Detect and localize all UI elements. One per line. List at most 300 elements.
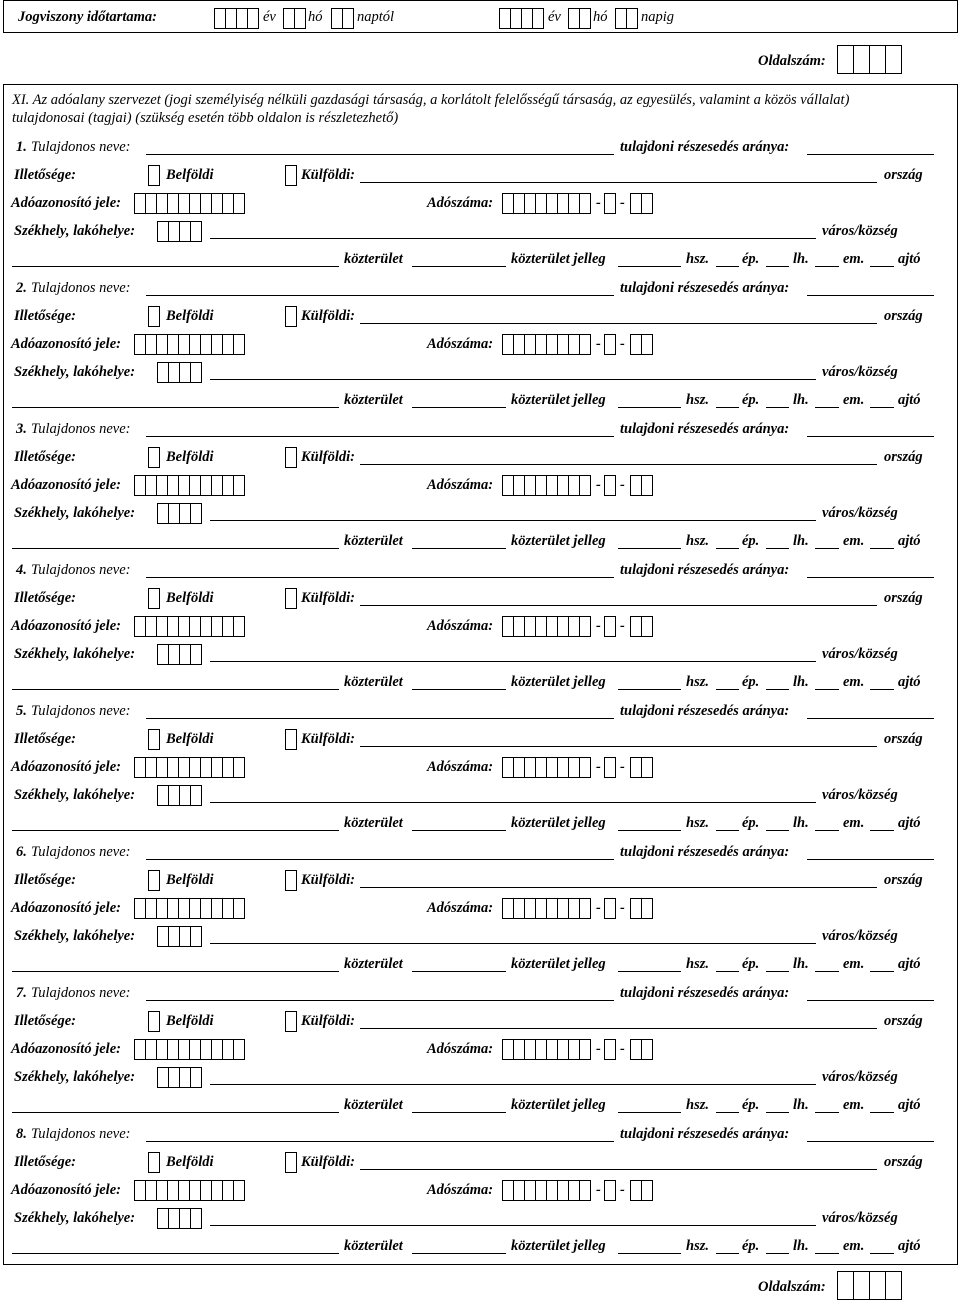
city-field[interactable] xyxy=(210,520,816,521)
street-type-label: közterület jelleg xyxy=(511,815,606,831)
street-label: közterület xyxy=(344,815,403,831)
share-label: tulajdoni részesedés aránya: xyxy=(620,1126,790,1142)
from-month-digit-box[interactable] xyxy=(294,8,306,29)
tax-number-vat-box[interactable] xyxy=(604,193,616,214)
tax-number-dash-1: - xyxy=(596,195,601,211)
tax-number-digit-box[interactable] xyxy=(579,898,591,919)
house-number-field[interactable] xyxy=(618,407,681,408)
door-field[interactable] xyxy=(870,548,894,549)
street-type-field[interactable] xyxy=(412,1112,506,1113)
street-label: közterület xyxy=(344,533,403,549)
country-label: ország xyxy=(884,1013,923,1029)
domestic-label: Belföldi xyxy=(166,1013,214,1029)
domestic-checkbox[interactable] xyxy=(148,588,160,609)
street-label: közterület xyxy=(344,1097,403,1113)
domestic-label: Belföldi xyxy=(166,449,214,465)
domestic-checkbox[interactable] xyxy=(148,1152,160,1173)
tax-id-digit-box[interactable] xyxy=(233,757,245,778)
stairway-label: lh. xyxy=(793,533,809,549)
door-label: ajtó xyxy=(898,1238,921,1254)
residency-label: Illetősége: xyxy=(14,167,77,183)
building-label: ép. xyxy=(742,815,760,831)
share-label: tulajdoni részesedés aránya: xyxy=(620,421,790,437)
city-field[interactable] xyxy=(210,661,816,662)
stairway-label: lh. xyxy=(793,251,809,267)
domestic-checkbox[interactable] xyxy=(148,1011,160,1032)
domestic-checkbox[interactable] xyxy=(148,165,160,186)
owner-name-label: Tulajdonos neve: xyxy=(31,703,131,719)
foreign-checkbox[interactable] xyxy=(285,165,297,186)
owner-name-label: Tulajdonos neve: xyxy=(31,985,131,1001)
domestic-checkbox[interactable] xyxy=(148,729,160,750)
city-field[interactable] xyxy=(210,1084,816,1085)
tax-id-digit-box[interactable] xyxy=(233,475,245,496)
city-label: város/község xyxy=(822,646,898,662)
tax-id-label: Adóazonosító jele: xyxy=(11,477,121,493)
country-label: ország xyxy=(884,308,923,324)
owner-block xyxy=(0,421,960,562)
tax-number-dash-1: - xyxy=(596,1182,601,1198)
owner-name-label: Tulajdonos neve: xyxy=(31,562,131,578)
postal-code-digit-box[interactable] xyxy=(190,1067,202,1088)
door-field[interactable] xyxy=(870,1253,894,1254)
stairway-label: lh. xyxy=(793,815,809,831)
foreign-label: Külföldi: xyxy=(301,449,355,465)
stairway-field[interactable] xyxy=(766,830,789,831)
floor-field[interactable] xyxy=(815,1112,839,1113)
foreign-country-field[interactable] xyxy=(360,182,877,183)
street-type-field[interactable] xyxy=(412,971,506,972)
owner-name-field[interactable] xyxy=(146,718,614,719)
foreign-checkbox[interactable] xyxy=(285,1152,297,1173)
tax-number-county-box[interactable] xyxy=(641,475,653,496)
from-year-label: év xyxy=(263,9,276,25)
tax-number-vat-box[interactable] xyxy=(604,334,616,355)
domestic-label: Belföldi xyxy=(166,1154,214,1170)
tax-number-dash-1: - xyxy=(596,1041,601,1057)
door-field[interactable] xyxy=(870,1112,894,1113)
postal-code-digit-box[interactable] xyxy=(190,926,202,947)
house-number-label: hsz. xyxy=(686,815,709,831)
city-label: város/község xyxy=(822,364,898,380)
owner-number: 1. xyxy=(16,139,27,155)
street-type-label: közterület jelleg xyxy=(511,674,606,690)
foreign-checkbox[interactable] xyxy=(285,306,297,327)
tax-id-label: Adóazonosító jele: xyxy=(11,195,121,211)
footer-page-number-label: Oldalszám: xyxy=(758,1279,826,1295)
building-field[interactable] xyxy=(716,1112,739,1113)
city-field[interactable] xyxy=(210,943,816,944)
city-label: város/község xyxy=(822,1210,898,1226)
tax-id-label: Adóazonosító jele: xyxy=(11,1041,121,1057)
postal-code-digit-box[interactable] xyxy=(190,503,202,524)
floor-field[interactable] xyxy=(815,689,839,690)
floor-label: em. xyxy=(843,815,865,831)
from-year-digit-box[interactable] xyxy=(247,8,259,29)
tax-number-vat-box[interactable] xyxy=(604,898,616,919)
owner-number: 6. xyxy=(16,844,27,860)
seat-label: Székhely, lakóhelye: xyxy=(14,1210,136,1226)
door-label: ajtó xyxy=(898,815,921,831)
foreign-country-field[interactable] xyxy=(360,605,877,606)
house-number-field[interactable] xyxy=(618,1112,681,1113)
postal-code-digit-box[interactable] xyxy=(190,362,202,383)
tax-number-county-box[interactable] xyxy=(641,193,653,214)
footer-page-number-digit-box[interactable] xyxy=(837,1271,854,1300)
tax-number-vat-box[interactable] xyxy=(604,616,616,637)
owner-number: 7. xyxy=(16,985,27,1001)
stairway-field[interactable] xyxy=(766,1112,789,1113)
seat-label: Székhely, lakóhelye: xyxy=(14,646,136,662)
owner-name-label: Tulajdonos neve: xyxy=(31,1126,131,1142)
section-title-line1: XI. Az adóalany szervezet (jogi személyiség nélküli gazdasági társaság, a korlátolt felelősségű társaság, az egyesülés, valamint a közös vállalat) xyxy=(12,92,850,108)
street-name-field[interactable] xyxy=(12,548,339,549)
owner-name-field[interactable] xyxy=(146,1000,614,1001)
tax-number-dash-1: - xyxy=(596,900,601,916)
tax-id-digit-box[interactable] xyxy=(233,898,245,919)
page-number-digit-box[interactable] xyxy=(837,45,854,74)
owner-block xyxy=(0,844,960,985)
foreign-label: Külföldi: xyxy=(301,1154,355,1170)
from-day-digit-box[interactable] xyxy=(342,8,354,29)
owner-number: 3. xyxy=(16,421,27,437)
floor-field[interactable] xyxy=(815,830,839,831)
floor-label: em. xyxy=(843,251,865,267)
tax-number-digit-box[interactable] xyxy=(579,334,591,355)
tax-number-dash-1: - xyxy=(596,618,601,634)
house-number-label: hsz. xyxy=(686,392,709,408)
stairway-field[interactable] xyxy=(766,971,789,972)
building-label: ép. xyxy=(742,956,760,972)
street-name-field[interactable] xyxy=(12,971,339,972)
to-year-digit-box[interactable] xyxy=(532,8,544,29)
city-field[interactable] xyxy=(210,1225,816,1226)
domestic-label: Belföldi xyxy=(166,308,214,324)
city-field[interactable] xyxy=(210,379,816,380)
building-field[interactable] xyxy=(716,1253,739,1254)
building-label: ép. xyxy=(742,392,760,408)
share-label: tulajdoni részesedés aránya: xyxy=(620,703,790,719)
tax-number-county-box[interactable] xyxy=(641,616,653,637)
tax-number-digit-box[interactable] xyxy=(579,1039,591,1060)
tax-id-digit-box[interactable] xyxy=(233,193,245,214)
share-field[interactable] xyxy=(807,577,934,578)
stairway-label: lh. xyxy=(793,1097,809,1113)
owner-name-field[interactable] xyxy=(146,1141,614,1142)
stairway-field[interactable] xyxy=(766,689,789,690)
street-label: közterület xyxy=(344,956,403,972)
stairway-field[interactable] xyxy=(766,1253,789,1254)
page-number-label: Oldalszám: xyxy=(758,53,826,69)
street-label: közterület xyxy=(344,674,403,690)
street-type-field[interactable] xyxy=(412,548,506,549)
tax-id-digit-box[interactable] xyxy=(233,334,245,355)
tax-number-digit-box[interactable] xyxy=(579,616,591,637)
owner-name-field[interactable] xyxy=(146,436,614,437)
owner-block xyxy=(0,280,960,421)
street-type-label: közterület jelleg xyxy=(511,1238,606,1254)
street-type-field[interactable] xyxy=(412,266,506,267)
country-label: ország xyxy=(884,1154,923,1170)
building-field[interactable] xyxy=(716,548,739,549)
seat-label: Székhely, lakóhelye: xyxy=(14,1069,136,1085)
page-number-digit-box[interactable] xyxy=(885,45,902,74)
city-label: város/község xyxy=(822,505,898,521)
door-field[interactable] xyxy=(870,407,894,408)
share-field[interactable] xyxy=(807,295,934,296)
street-name-field[interactable] xyxy=(12,1253,339,1254)
owner-name-field[interactable] xyxy=(146,295,614,296)
building-field[interactable] xyxy=(716,407,739,408)
foreign-checkbox[interactable] xyxy=(285,729,297,750)
door-label: ajtó xyxy=(898,392,921,408)
tax-number-digit-box[interactable] xyxy=(579,757,591,778)
footer-page-number-digit-box[interactable] xyxy=(853,1271,870,1300)
street-type-field[interactable] xyxy=(412,407,506,408)
tax-id-digit-box[interactable] xyxy=(233,616,245,637)
from-day-label: naptól xyxy=(357,9,395,25)
foreign-country-field[interactable] xyxy=(360,1028,877,1029)
foreign-label: Külföldi: xyxy=(301,590,355,606)
domestic-label: Belföldi xyxy=(166,590,214,606)
floor-label: em. xyxy=(843,533,865,549)
domestic-label: Belföldi xyxy=(166,872,214,888)
street-type-field[interactable] xyxy=(412,689,506,690)
floor-label: em. xyxy=(843,1097,865,1113)
foreign-country-field[interactable] xyxy=(360,887,877,888)
street-type-label: közterület jelleg xyxy=(511,1097,606,1113)
street-type-label: közterület jelleg xyxy=(511,251,606,267)
street-name-field[interactable] xyxy=(12,689,339,690)
building-field[interactable] xyxy=(716,971,739,972)
tax-number-dash-2: - xyxy=(620,759,625,775)
tax-number-vat-box[interactable] xyxy=(604,1180,616,1201)
foreign-country-field[interactable] xyxy=(360,746,877,747)
tax-number-label: Adószáma: xyxy=(427,1182,494,1198)
tax-number-vat-box[interactable] xyxy=(604,757,616,778)
floor-field[interactable] xyxy=(815,1253,839,1254)
door-field[interactable] xyxy=(870,689,894,690)
owner-number: 4. xyxy=(16,562,27,578)
share-label: tulajdoni részesedés aránya: xyxy=(620,985,790,1001)
city-field[interactable] xyxy=(210,802,816,803)
street-name-field[interactable] xyxy=(12,266,339,267)
tax-number-vat-box[interactable] xyxy=(604,475,616,496)
seat-label: Székhely, lakóhelye: xyxy=(14,505,136,521)
to-day-label: napig xyxy=(641,9,675,25)
foreign-label: Külföldi: xyxy=(301,167,355,183)
country-label: ország xyxy=(884,449,923,465)
domestic-label: Belföldi xyxy=(166,731,214,747)
door-label: ajtó xyxy=(898,956,921,972)
floor-field[interactable] xyxy=(815,548,839,549)
domestic-checkbox[interactable] xyxy=(148,870,160,891)
owner-name-field[interactable] xyxy=(146,154,614,155)
tax-number-county-box[interactable] xyxy=(641,1180,653,1201)
footer-page-number-digit-box[interactable] xyxy=(869,1271,886,1300)
tax-number-dash-1: - xyxy=(596,336,601,352)
country-label: ország xyxy=(884,731,923,747)
postal-code-digit-box[interactable] xyxy=(190,221,202,242)
domestic-checkbox[interactable] xyxy=(148,306,160,327)
owner-block xyxy=(0,1126,960,1267)
share-field[interactable] xyxy=(807,1000,934,1001)
building-label: ép. xyxy=(742,533,760,549)
door-field[interactable] xyxy=(870,830,894,831)
country-label: ország xyxy=(884,167,923,183)
tax-number-county-box[interactable] xyxy=(641,334,653,355)
owner-name-field[interactable] xyxy=(146,859,614,860)
to-month-label: hó xyxy=(593,9,608,25)
tax-number-county-box[interactable] xyxy=(641,1039,653,1060)
door-label: ajtó xyxy=(898,674,921,690)
tax-id-label: Adóazonosító jele: xyxy=(11,618,121,634)
tax-number-digit-box[interactable] xyxy=(579,475,591,496)
door-field[interactable] xyxy=(870,971,894,972)
postal-code-digit-box[interactable] xyxy=(190,644,202,665)
tax-id-digit-box[interactable] xyxy=(233,1180,245,1201)
share-field[interactable] xyxy=(807,718,934,719)
seat-label: Székhely, lakóhelye: xyxy=(14,223,136,239)
domestic-checkbox[interactable] xyxy=(148,447,160,468)
share-field[interactable] xyxy=(807,436,934,437)
tax-number-label: Adószáma: xyxy=(427,195,494,211)
owner-name-label: Tulajdonos neve: xyxy=(31,280,131,296)
residency-label: Illetősége: xyxy=(14,308,77,324)
share-field[interactable] xyxy=(807,1141,934,1142)
foreign-country-field[interactable] xyxy=(360,1169,877,1170)
country-label: ország xyxy=(884,872,923,888)
duration-label: Jogviszony időtartama: xyxy=(18,9,157,25)
residency-label: Illetősége: xyxy=(14,1013,77,1029)
city-label: város/község xyxy=(822,928,898,944)
building-field[interactable] xyxy=(716,830,739,831)
to-day-digit-box[interactable] xyxy=(626,8,638,29)
tax-number-dash-2: - xyxy=(620,336,625,352)
city-label: város/község xyxy=(822,787,898,803)
street-name-field[interactable] xyxy=(12,1112,339,1113)
tax-number-dash-2: - xyxy=(620,900,625,916)
residency-label: Illetősége: xyxy=(14,731,77,747)
residency-label: Illetősége: xyxy=(14,590,77,606)
share-label: tulajdoni részesedés aránya: xyxy=(620,844,790,860)
foreign-checkbox[interactable] xyxy=(285,447,297,468)
tax-number-digit-box[interactable] xyxy=(579,1180,591,1201)
page-number-digit-box[interactable] xyxy=(853,45,870,74)
floor-label: em. xyxy=(843,956,865,972)
tax-number-label: Adószáma: xyxy=(427,759,494,775)
postal-code-digit-box[interactable] xyxy=(190,785,202,806)
postal-code-digit-box[interactable] xyxy=(190,1208,202,1229)
street-label: közterület xyxy=(344,1238,403,1254)
owner-name-field[interactable] xyxy=(146,577,614,578)
owner-block xyxy=(0,139,960,280)
foreign-checkbox[interactable] xyxy=(285,588,297,609)
section-title-line2: tulajdonosai (tagjai) (szükség esetén több oldalon is részletezhető) xyxy=(12,110,399,126)
tax-number-dash-2: - xyxy=(620,618,625,634)
share-label: tulajdoni részesedés aránya: xyxy=(620,280,790,296)
tax-number-county-box[interactable] xyxy=(641,757,653,778)
foreign-country-field[interactable] xyxy=(360,323,877,324)
house-number-label: hsz. xyxy=(686,533,709,549)
tax-id-digit-box[interactable] xyxy=(233,1039,245,1060)
to-month-digit-box[interactable] xyxy=(579,8,591,29)
floor-label: em. xyxy=(843,1238,865,1254)
city-field[interactable] xyxy=(210,238,816,239)
floor-field[interactable] xyxy=(815,407,839,408)
city-label: város/község xyxy=(822,223,898,239)
house-number-field[interactable] xyxy=(618,548,681,549)
building-label: ép. xyxy=(742,674,760,690)
house-number-field[interactable] xyxy=(618,689,681,690)
owner-block xyxy=(0,985,960,1126)
foreign-checkbox[interactable] xyxy=(285,1011,297,1032)
house-number-label: hsz. xyxy=(686,1238,709,1254)
house-number-field[interactable] xyxy=(618,266,681,267)
street-type-field[interactable] xyxy=(412,1253,506,1254)
house-number-field[interactable] xyxy=(618,830,681,831)
building-field[interactable] xyxy=(716,266,739,267)
building-field[interactable] xyxy=(716,689,739,690)
street-type-field[interactable] xyxy=(412,830,506,831)
street-label: közterület xyxy=(344,251,403,267)
residency-label: Illetősége: xyxy=(14,872,77,888)
tax-number-dash-2: - xyxy=(620,1182,625,1198)
share-field[interactable] xyxy=(807,859,934,860)
door-label: ajtó xyxy=(898,1097,921,1113)
floor-label: em. xyxy=(843,392,865,408)
foreign-label: Külföldi: xyxy=(301,872,355,888)
house-number-field[interactable] xyxy=(618,1253,681,1254)
foreign-checkbox[interactable] xyxy=(285,870,297,891)
stairway-field[interactable] xyxy=(766,548,789,549)
door-field[interactable] xyxy=(870,266,894,267)
owner-name-label: Tulajdonos neve: xyxy=(31,844,131,860)
house-number-label: hsz. xyxy=(686,674,709,690)
share-label: tulajdoni részesedés aránya: xyxy=(620,139,790,155)
foreign-label: Külföldi: xyxy=(301,1013,355,1029)
share-field[interactable] xyxy=(807,154,934,155)
foreign-label: Külföldi: xyxy=(301,731,355,747)
seat-label: Székhely, lakóhelye: xyxy=(14,364,136,380)
street-name-field[interactable] xyxy=(12,830,339,831)
foreign-country-field[interactable] xyxy=(360,464,877,465)
house-number-label: hsz. xyxy=(686,251,709,267)
street-name-field[interactable] xyxy=(12,407,339,408)
tax-number-label: Adószáma: xyxy=(427,900,494,916)
tax-number-vat-box[interactable] xyxy=(604,1039,616,1060)
tax-number-dash-2: - xyxy=(620,195,625,211)
from-month-label: hó xyxy=(308,9,323,25)
building-label: ép. xyxy=(742,1097,760,1113)
page-number-digit-box[interactable] xyxy=(869,45,886,74)
house-number-field[interactable] xyxy=(618,971,681,972)
tax-id-label: Adóazonosító jele: xyxy=(11,336,121,352)
tax-number-digit-box[interactable] xyxy=(579,193,591,214)
owner-block xyxy=(0,562,960,703)
stairway-field[interactable] xyxy=(766,407,789,408)
tax-number-label: Adószáma: xyxy=(427,477,494,493)
stairway-field[interactable] xyxy=(766,266,789,267)
foreign-label: Külföldi: xyxy=(301,308,355,324)
floor-label: em. xyxy=(843,674,865,690)
floor-field[interactable] xyxy=(815,971,839,972)
floor-field[interactable] xyxy=(815,266,839,267)
country-label: ország xyxy=(884,590,923,606)
tax-number-county-box[interactable] xyxy=(641,898,653,919)
tax-number-dash-1: - xyxy=(596,759,601,775)
footer-page-number-digit-box[interactable] xyxy=(885,1271,902,1300)
